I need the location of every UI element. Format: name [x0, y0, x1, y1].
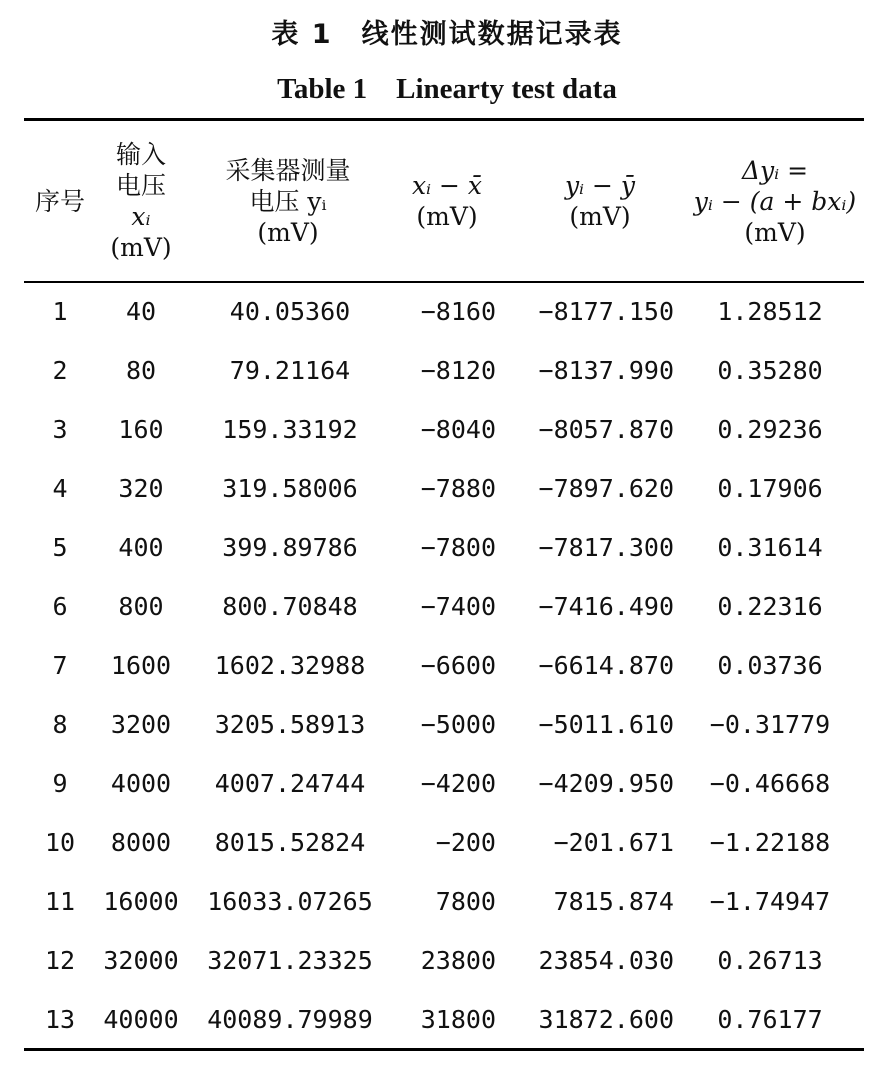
header-residual-line: yᵢ − (a + bxᵢ) — [693, 186, 857, 216]
cell-residual: 0.26713 — [717, 946, 823, 975]
cell-index: 11 — [44, 887, 76, 916]
header-measured-voltage — [196, 121, 380, 281]
cell-x-dev: 23800 — [420, 946, 496, 975]
cell-y-dev: −201.671 — [553, 828, 674, 857]
table-row — [0, 990, 894, 1049]
cell-x-dev: −5000 — [420, 710, 496, 739]
cell-residual: 0.17906 — [717, 474, 823, 503]
cell-index: 8 — [52, 710, 68, 739]
cell-y-dev: −8177.150 — [538, 297, 674, 326]
cell-index: 6 — [52, 592, 68, 621]
cell-input: 160 — [118, 415, 164, 444]
cell-measured: 32071.23325 — [207, 946, 373, 975]
cell-residual: −0.46668 — [709, 769, 831, 798]
header-measured-line: 采集器测量 — [225, 155, 351, 185]
table-title-en: Table 1 Linearty test data — [277, 73, 617, 105]
table-row — [0, 459, 894, 518]
table-row — [0, 931, 894, 990]
cell-input: 16000 — [103, 887, 179, 916]
cell-x-dev: −7400 — [420, 592, 496, 621]
cell-y-dev: −8057.870 — [538, 415, 674, 444]
table-row — [0, 518, 894, 577]
cell-input: 80 — [125, 356, 157, 385]
cell-index: 4 — [52, 474, 68, 503]
header-residual-line: Δyᵢ = — [741, 155, 809, 185]
cell-measured: 40089.79989 — [207, 1005, 373, 1034]
cell-input: 1600 — [110, 651, 172, 680]
table-row — [0, 636, 894, 695]
cell-input: 800 — [118, 592, 164, 621]
cell-measured: 319.58006 — [222, 474, 358, 503]
cell-measured: 159.33192 — [222, 415, 358, 444]
header-ydev-line: yᵢ − ȳ — [564, 171, 636, 200]
table-row — [0, 872, 894, 931]
header-residual-line: (mV) — [744, 217, 806, 247]
cell-residual: 0.76177 — [717, 1005, 823, 1034]
cell-residual: 0.31614 — [717, 533, 823, 562]
cell-residual: −1.74947 — [709, 887, 831, 916]
cell-input: 400 — [118, 533, 164, 562]
cell-y-dev: −5011.610 — [538, 710, 674, 739]
table-row — [0, 695, 894, 754]
cell-index: 9 — [52, 769, 68, 798]
cell-residual: −1.22188 — [709, 828, 831, 857]
cell-x-dev: −7800 — [420, 533, 496, 562]
cell-y-dev: −7416.490 — [538, 592, 674, 621]
cell-y-dev: −6614.870 — [538, 651, 674, 680]
cell-y-dev: −4209.950 — [538, 769, 674, 798]
cell-y-dev: 23854.030 — [538, 946, 674, 975]
table-row — [0, 577, 894, 636]
cell-index: 13 — [44, 1005, 76, 1034]
table-row — [0, 341, 894, 400]
cell-index: 1 — [52, 297, 68, 326]
table-row — [0, 813, 894, 872]
header-x-deviation — [386, 121, 508, 281]
cell-index: 5 — [52, 533, 68, 562]
cell-input: 40000 — [103, 1005, 179, 1034]
cell-index: 3 — [52, 415, 68, 444]
cell-x-dev: 31800 — [420, 1005, 496, 1034]
cell-y-dev: −8137.990 — [538, 356, 674, 385]
cell-x-dev: −200 — [435, 828, 496, 857]
cell-measured: 1602.32988 — [214, 651, 366, 680]
cell-y-dev: 7815.874 — [553, 887, 674, 916]
header-y-deviation — [520, 121, 680, 281]
header-input-line: (mV) — [110, 233, 172, 262]
cell-residual: 0.03736 — [717, 651, 823, 680]
cell-x-dev: −8040 — [420, 415, 496, 444]
cell-residual: 1.28512 — [717, 297, 823, 326]
header-xdev-line: (mV) — [416, 202, 478, 231]
cell-y-dev: −7897.620 — [538, 474, 674, 503]
header-xdev-line: xᵢ − x̄ — [411, 171, 483, 200]
table-row — [0, 400, 894, 459]
cell-x-dev: −8160 — [420, 297, 496, 326]
cell-x-dev: −4200 — [420, 769, 496, 798]
cell-input: 4000 — [110, 769, 172, 798]
cell-measured: 8015.52824 — [214, 828, 366, 857]
cell-y-dev: −7817.300 — [538, 533, 674, 562]
header-ydev-line: (mV) — [569, 202, 631, 231]
header-input-line: xᵢ — [131, 202, 151, 231]
header-input-line: 电压 — [115, 171, 166, 200]
cell-x-dev: 7800 — [435, 887, 496, 916]
header-input-line: 输入 — [115, 140, 166, 169]
cell-index: 7 — [52, 651, 68, 680]
cell-input: 32000 — [103, 946, 179, 975]
cell-index: 2 — [52, 356, 68, 385]
bottom-rule — [24, 1048, 864, 1051]
cell-index: 12 — [44, 946, 76, 975]
cell-measured: 40.05360 — [229, 297, 351, 326]
cell-measured: 3205.58913 — [214, 710, 366, 739]
cell-input: 3200 — [110, 710, 172, 739]
cell-measured: 800.70848 — [222, 592, 358, 621]
cell-residual: 0.22316 — [717, 592, 823, 621]
table-title-cn: 表 1 线性测试数据记录表 — [271, 19, 623, 50]
cell-measured: 4007.24744 — [214, 769, 366, 798]
cell-residual: 0.29236 — [717, 415, 823, 444]
header-measured-line: 电压 yᵢ — [249, 186, 327, 216]
cell-input: 40 — [125, 297, 157, 326]
cell-measured: 79.21164 — [229, 356, 351, 385]
header-index — [26, 121, 94, 281]
cell-index: 10 — [44, 828, 76, 857]
header-index-line: 序号 — [34, 186, 85, 216]
cell-input: 320 — [118, 474, 164, 503]
cell-measured: 16033.07265 — [207, 887, 373, 916]
cell-x-dev: −8120 — [420, 356, 496, 385]
cell-y-dev: 31872.600 — [538, 1005, 674, 1034]
cell-x-dev: −7880 — [420, 474, 496, 503]
header-residual — [680, 121, 870, 281]
cell-residual: −0.31779 — [709, 710, 831, 739]
cell-measured: 399.89786 — [222, 533, 358, 562]
table-row — [0, 754, 894, 813]
header-measured-line: (mV) — [257, 217, 319, 247]
cell-input: 8000 — [110, 828, 172, 857]
table-body — [0, 282, 894, 1049]
header-input-voltage — [96, 121, 186, 281]
cell-residual: 0.35280 — [717, 356, 823, 385]
cell-x-dev: −6600 — [420, 651, 496, 680]
table-row — [0, 282, 894, 341]
